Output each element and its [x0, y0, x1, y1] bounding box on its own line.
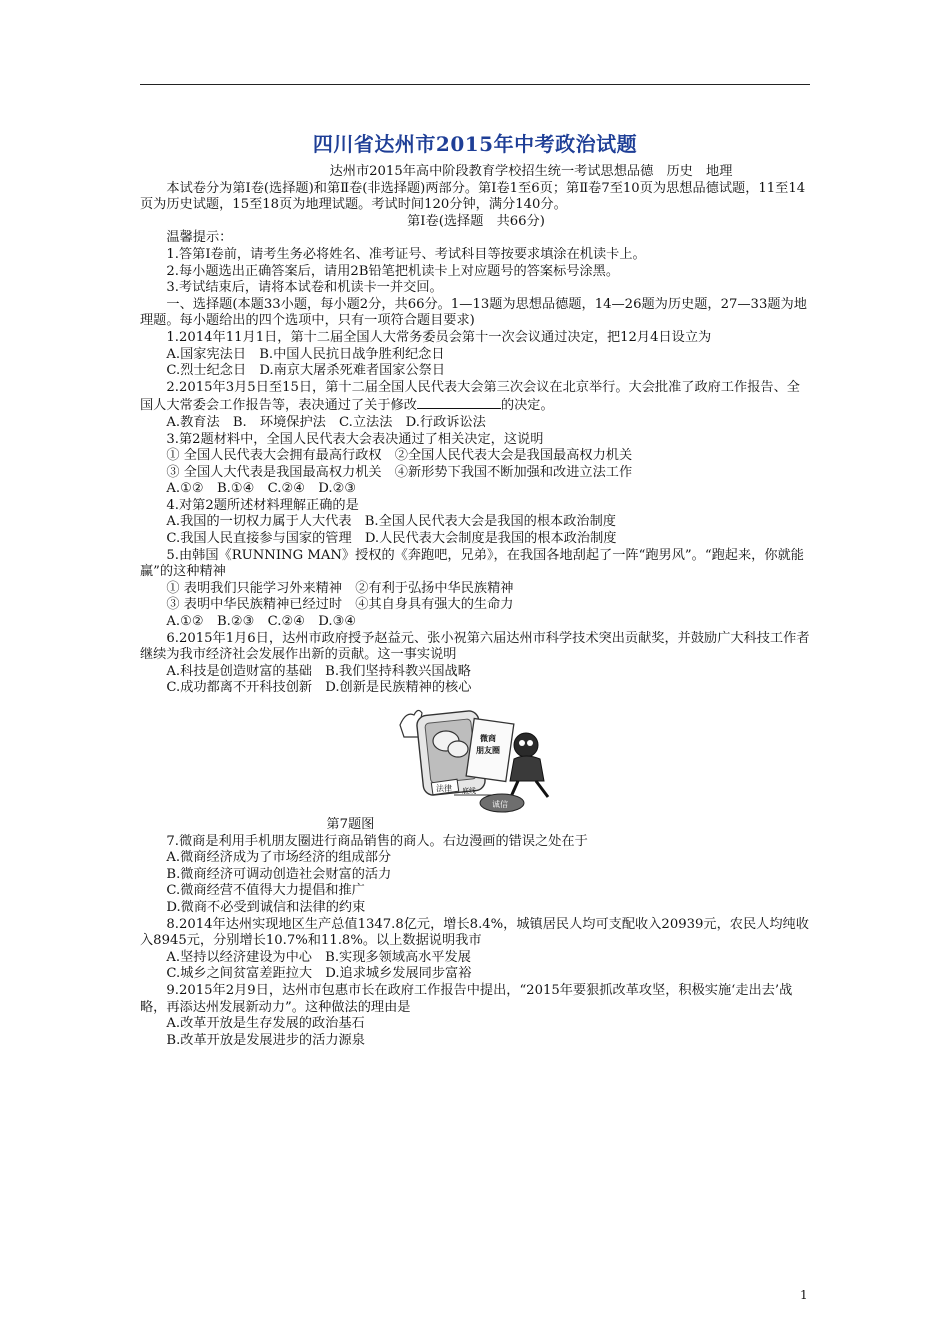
question-options: A.①② B.②③ C.②④ D.③④	[166, 614, 357, 630]
question-options: A.改革开放是生存发展的政治基石	[166, 1016, 365, 1032]
question-stem: 9.2015年2月9日，达州市包惠市长在政府工作报告中提出，“2015年要狠抓改革攻坚，积极实施‘走出去’战略，再添达州发展新动力”。这种做法的理由是	[140, 982, 793, 1015]
question-stem: 1.2014年11月1日，第十二届全国人大常务委员会第十一次会议通过决定，把12月4日设立为	[166, 329, 712, 345]
question-stem: 4.对第2题所述材料理解正确的是	[166, 497, 359, 513]
question-options: ③ 全国人大代表是我国最高权力机关 ④新形势下我国不断加强和改进立法工作	[166, 464, 633, 480]
tip-item: 2.每小题选出正确答案后，请用2B铅笔把机读卡上对应题号的答案标号涂黑。	[166, 263, 620, 279]
question-stem: 6.2015年1月6日，达州市政府授予赵益元、张小祝第六届达州市科学技术突出贡献奖，并鼓励广大科技工作者继续为我市经济社会发展作出新的贡献。这一事实说明	[140, 630, 810, 663]
document-body	[140, 164, 812, 1049]
question-options: A.科技是创造财富的基础 B.我们坚持科教兴国战略	[166, 663, 471, 679]
question-stem-part: 2.2015年3月5日至15日，第十二届全国人民代表大会第三次会议在北京举行。大会批准了政府工作报告、全国人大常委会工作报告等，表决通过了关于修改	[140, 379, 800, 414]
question-options: A.①② B.①④ C.②④ D.②③	[166, 481, 357, 497]
question-options: B.微商经济可调动创造社会财富的活力	[166, 866, 392, 882]
question-options: ① 表明我们只能学习外来精神 ②有利于弘扬中华民族精神	[166, 580, 514, 596]
question-options: A.微商经济成为了市场经济的组成部分	[166, 850, 392, 866]
tip-item: 1.答第Ⅰ卷前，请考生务必将姓名、准考证号、考试科目等按要求填涂在机读卡上。	[166, 246, 646, 262]
part-instructions: 一、选择题(本题33小题，每小题2分，共66分。1—13题为思想品德题，14—26题为历史题，27—33题为地理题。每小题给出的四个选项中，只有一项符合题目要求)	[140, 296, 807, 329]
question-options: C.城乡之间贫富差距拉大 D.追求城乡发展同步富裕	[166, 966, 472, 982]
question-options: D.微商不必受到诚信和法律的约束	[166, 899, 366, 915]
question-stem: 8.2014年达州实现地区生产总值1347.8亿元，增长8.4%，城镇居民人均可支配收入20939元，农民人均纯收入8945元，分别增长10.7%和11.8%。以上数据说明我市	[140, 916, 809, 949]
page-number: 1	[800, 1288, 808, 1302]
figure-label-law: 法律	[436, 784, 452, 793]
question-options: A.我国的一切权力属于人大代表 B.全国人民代表大会是我国的根本政治制度	[166, 514, 616, 530]
question-options: A.坚持以经济建设为中心 B.实现多领域高水平发展	[166, 949, 471, 965]
question-options: C.微商经营不值得大力提倡和推广	[166, 883, 365, 899]
tips-heading: 温馨提示：	[166, 230, 233, 246]
question-options: B.改革开放是发展进步的活力源泉	[166, 1032, 365, 1048]
question-stem: 5.由韩国《RUNNING MAN》授权的《奔跑吧，兄弟》，在我国各地刮起了一阵“跑男风”。“跑起来，你就能赢”的这种精神	[140, 547, 804, 580]
question-options: C.成功都离不开科技创新 D.创新是民族精神的核心	[166, 680, 472, 696]
exam-subtitle: 达州市2015年高中阶段教育学校招生统一考试思想品德 历史 地理	[329, 164, 733, 179]
tip-item: 3.考试结束后，请将本试卷和机读卡一并交回。	[166, 280, 443, 296]
question-stem: 3.第2题材料中，全国人民代表大会表决通过了相关决定，这说明	[166, 431, 544, 447]
figure-label-chengxin: 诚信	[492, 800, 508, 809]
question-options: A.教育法 B. 环境保护法 C.立法法 D.行政诉讼法	[166, 414, 486, 430]
cartoon-figure	[140, 699, 812, 817]
question-options: ③ 表明中华民族精神已经过时 ④其自身具有强大的生命力	[166, 597, 514, 613]
figure-caption: 第7题图	[326, 817, 375, 832]
header-rule	[140, 84, 810, 85]
question-options: A.国家宪法日 B.中国人民抗日战争胜利纪念日	[166, 346, 445, 362]
figure-label-dixian: 底线	[462, 787, 476, 795]
answer-blank	[417, 396, 501, 409]
question-stem-part: 的决定。	[500, 398, 554, 414]
figure-label-pengyouquan: 朋友圈	[476, 746, 500, 755]
section-heading: 第Ⅰ卷(选择题 共66分)	[407, 213, 545, 229]
exam-intro: 本试卷分为第Ⅰ卷(选择题)和第Ⅱ卷(非选择题)两部分。第Ⅰ卷1至6页；第Ⅱ卷7至10页为思想品德试题，11至14页为历史试题，15至18页为地理试题。考试时间120分钟，满分140分。	[140, 180, 806, 213]
question-stem: 7.微商是利用手机朋友圈进行商品销售的商人。右边漫画的错误之处在于	[166, 833, 588, 849]
figure-label-weishang: 微商	[480, 734, 496, 743]
question-options: C.我国人民直接参与国家的管理 D.人民代表大会制度是我国的根本政治制度	[166, 531, 617, 547]
question-options: C.烈士纪念日 D.南京大屠杀死难者国家公祭日	[166, 363, 446, 379]
page-title: 四川省达州市2015年中考政治试题	[312, 132, 638, 156]
cartoon-illustration	[392, 699, 562, 815]
question-stem	[140, 380, 812, 415]
question-options: ① 全国人民代表大会拥有最高行政权 ②全国人民代表大会是我国最高权力机关	[166, 448, 633, 464]
